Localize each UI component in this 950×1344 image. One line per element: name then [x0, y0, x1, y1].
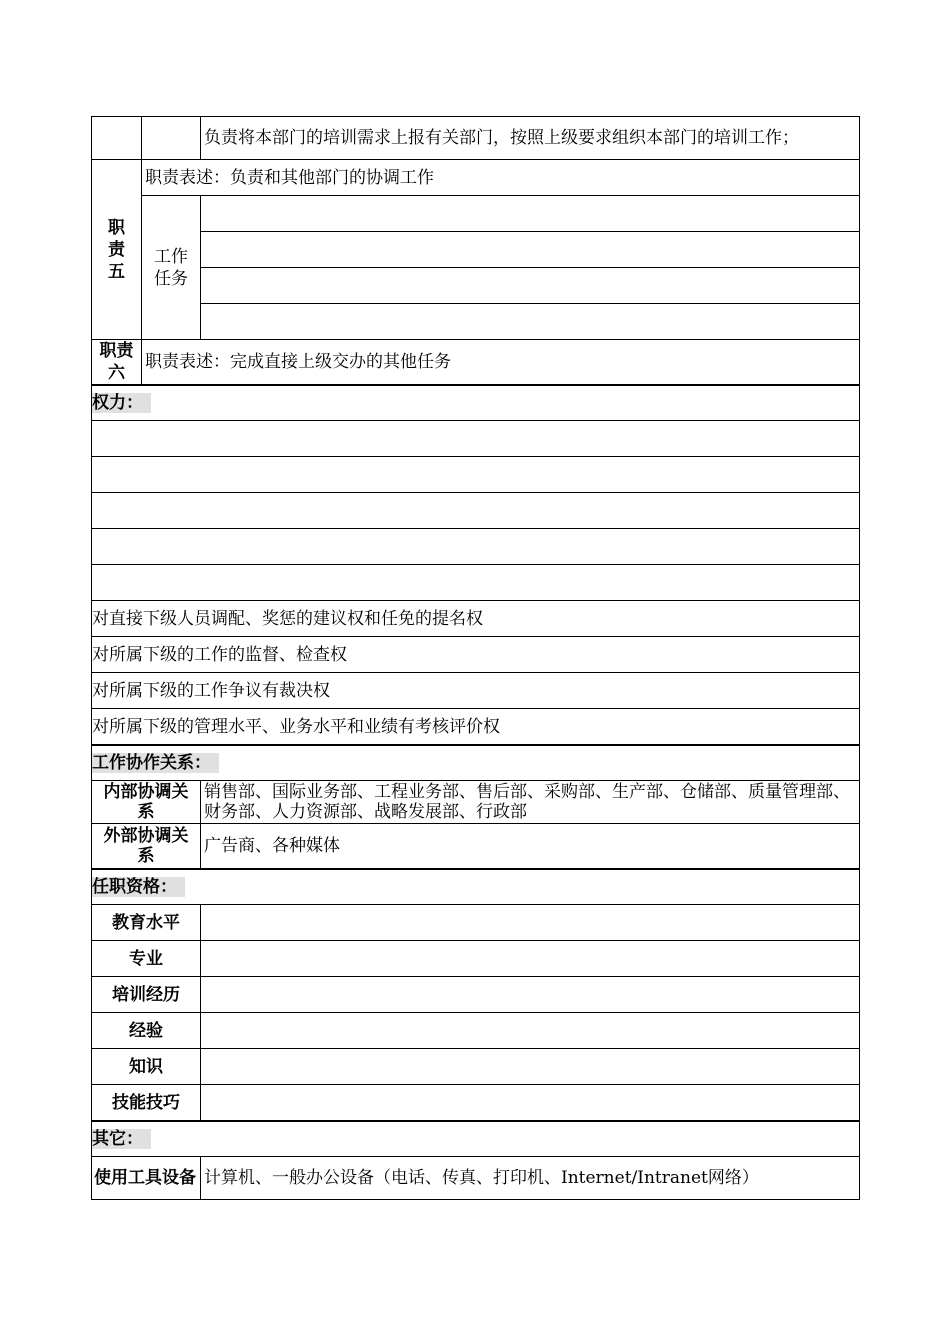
authority-blank-row [92, 565, 860, 601]
internal-relations-row [92, 781, 860, 824]
qualification-row [92, 977, 860, 1013]
authority-blank-row [92, 421, 860, 457]
duty5-task-cell [201, 268, 860, 304]
authority-item: 对直接下级人员调配、奖惩的建议权和任免的提名权 [92, 601, 860, 637]
duty4-task-row [92, 117, 860, 160]
authority-blank-row [92, 493, 860, 529]
qualification-row [92, 1013, 860, 1049]
training-label: 培训经历 [92, 977, 201, 1013]
duty5-description: 职责表述：负责和其他部门的协调工作 [142, 160, 860, 196]
knowledge-value [201, 1049, 860, 1085]
major-value [201, 941, 860, 977]
qualification-row [92, 1085, 860, 1122]
qualification-row [92, 941, 860, 977]
duty5-tasks-label: 工作任务 [142, 196, 201, 340]
skills-label: 技能技巧 [92, 1085, 201, 1122]
authority-blank-row [92, 457, 860, 493]
duty5-task-cell [201, 232, 860, 268]
job-description-page [91, 116, 859, 1200]
duty6-label: 职责六 [92, 340, 142, 386]
authority-header-row [92, 385, 860, 421]
authority-item-row [92, 673, 860, 709]
duty4-sub-cell [142, 117, 201, 160]
skills-value [201, 1085, 860, 1122]
internal-relations-label: 内部协调关系 [92, 781, 201, 824]
authority-item: 对所属下级的工作争议有裁决权 [92, 673, 860, 709]
authority-item: 对所属下级的管理水平、业务水平和业绩有考核评价权 [92, 709, 860, 746]
experience-value [201, 1013, 860, 1049]
authority-item-row [92, 637, 860, 673]
duty5-task-row [92, 304, 860, 340]
tools-value: 计算机、一般办公设备（电话、传真、打印机、Internet/Intranet网络） [201, 1157, 860, 1200]
other-header: 其它： [92, 1129, 151, 1149]
other-header-cell [92, 1121, 860, 1157]
duty4-label-cell [92, 117, 142, 160]
qualifications-header: 任职资格： [92, 877, 185, 897]
duty5-task-row [92, 232, 860, 268]
duty4-task-text: 负责将本部门的培训需求上报有关部门，按照上级要求组织本部门的培训工作； [201, 117, 860, 160]
authority-header-cell [92, 385, 860, 421]
duty5-task-cell [201, 196, 860, 232]
tools-row [92, 1157, 860, 1200]
duty5-task-cell [201, 304, 860, 340]
education-value [201, 905, 860, 941]
relations-header-cell [92, 745, 860, 781]
duty6-description: 职责表述：完成直接上级交办的其他任务 [142, 340, 860, 386]
major-label: 专业 [92, 941, 201, 977]
internal-relations-value: 销售部、国际业务部、工程业务部、售后部、采购部、生产部、仓储部、质量管理部、财务部、人力资源部、战略发展部、行政部 [201, 781, 860, 824]
qualifications-header-cell [92, 869, 860, 905]
other-header-row [92, 1121, 860, 1157]
experience-label: 经验 [92, 1013, 201, 1049]
duty5-label: 职责五 [92, 160, 142, 340]
qualification-row [92, 905, 860, 941]
duty6-row [92, 340, 860, 386]
external-relations-label: 外部协调关系 [92, 824, 201, 870]
education-label: 教育水平 [92, 905, 201, 941]
tools-label: 使用工具设备 [92, 1157, 201, 1200]
relations-header: 工作协作关系： [92, 753, 219, 773]
knowledge-label: 知识 [92, 1049, 201, 1085]
duty5-description-row [92, 160, 860, 196]
relations-header-row [92, 745, 860, 781]
qualification-row [92, 1049, 860, 1085]
authority-item: 对所属下级的工作的监督、检查权 [92, 637, 860, 673]
training-value [201, 977, 860, 1013]
job-description-table [91, 116, 860, 1200]
duty5-task-row [92, 196, 860, 232]
external-relations-value: 广告商、各种媒体 [201, 824, 860, 870]
authority-item-row [92, 709, 860, 746]
authority-blank-row [92, 529, 860, 565]
authority-item-row [92, 601, 860, 637]
external-relations-row [92, 824, 860, 870]
duty5-task-row [92, 268, 860, 304]
authority-header: 权力： [92, 393, 151, 413]
qualifications-header-row [92, 869, 860, 905]
